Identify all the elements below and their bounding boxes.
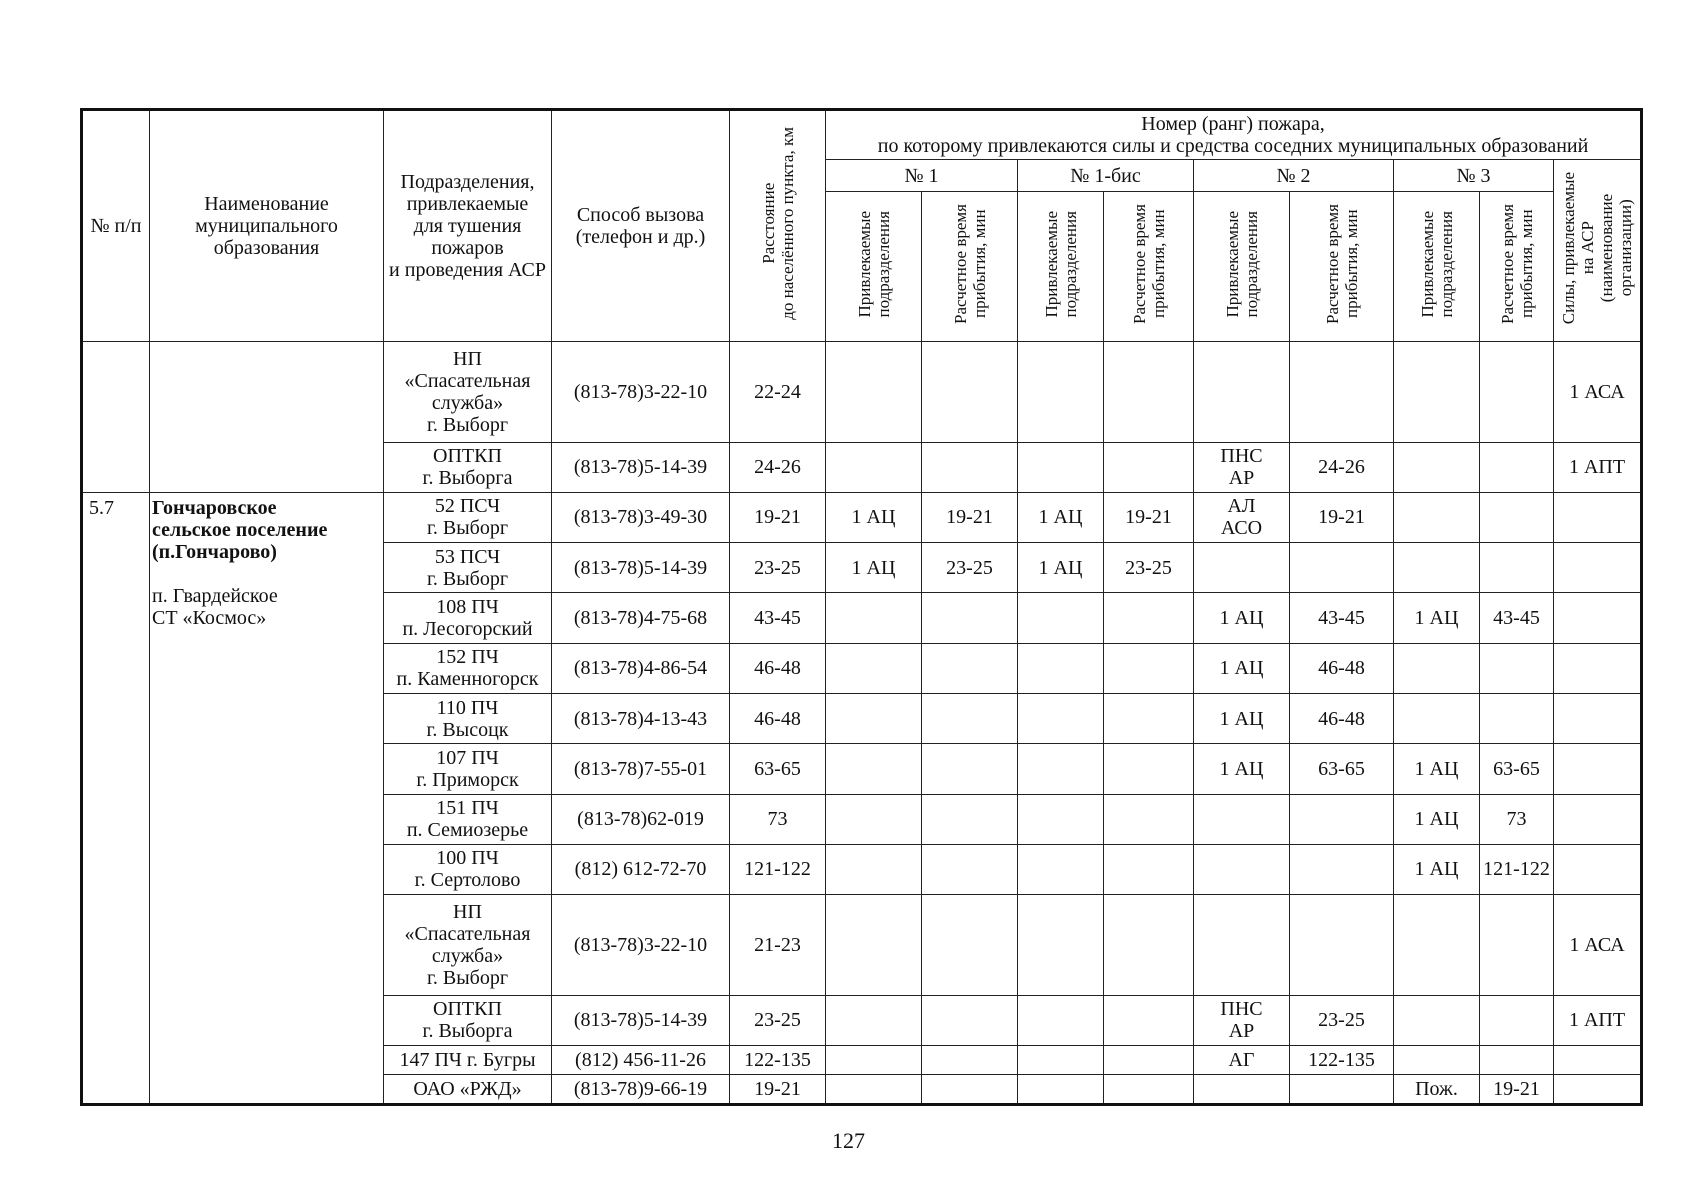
rank-cell-r2u bbox=[1194, 543, 1290, 593]
rank-cell-r1bu bbox=[1018, 895, 1104, 996]
asr-cell bbox=[1554, 1075, 1642, 1105]
subheader-rank-1bis-units: Привлекаемые подразделения bbox=[1018, 192, 1104, 342]
distance-cell: 73 bbox=[730, 794, 826, 844]
rank-cell-r2t bbox=[1290, 342, 1394, 443]
rank-cell-r1u bbox=[826, 643, 922, 693]
rank-cell-r2t: 24-26 bbox=[1290, 442, 1394, 492]
rank-cell-r3u bbox=[1394, 895, 1480, 996]
unit-cell: 52 ПСЧ г. Выборг bbox=[384, 492, 552, 542]
rank-cell-r1bt bbox=[1104, 593, 1194, 643]
rank-cell-r3t bbox=[1480, 342, 1554, 443]
rank-cell-r2t bbox=[1290, 794, 1394, 844]
unit-cell: ОАО «РЖД» bbox=[384, 1075, 552, 1105]
rank-cell-r1bu: 1 АЦ bbox=[1018, 543, 1104, 593]
phone-cell: (813-78)4-13-43 bbox=[552, 693, 730, 743]
rank-cell-r1bt bbox=[1104, 895, 1194, 996]
rank-cell-r1u: 1 АЦ bbox=[826, 543, 922, 593]
asr-cell bbox=[1554, 492, 1642, 542]
rank-cell-r1u bbox=[826, 744, 922, 794]
rank-cell-r1u bbox=[826, 1045, 922, 1075]
unit-cell: 108 ПЧ п. Лесогорский bbox=[384, 593, 552, 643]
asr-cell bbox=[1554, 1045, 1642, 1075]
rank-cell-r2u: АЛ АСО bbox=[1194, 492, 1290, 542]
rank-cell-r1u bbox=[826, 794, 922, 844]
rank-cell-r1bt bbox=[1104, 844, 1194, 894]
rank-cell-r1t bbox=[922, 744, 1018, 794]
rank-cell-r3t: 73 bbox=[1480, 794, 1554, 844]
rank-cell-r3t: 43-45 bbox=[1480, 593, 1554, 643]
rank-cell-r2t: 43-45 bbox=[1290, 593, 1394, 643]
distance-cell: 22-24 bbox=[730, 342, 826, 443]
rank-cell-r3u bbox=[1394, 1045, 1480, 1075]
rank-cell-r2t: 63-65 bbox=[1290, 744, 1394, 794]
header-rank-3: № 3 bbox=[1394, 160, 1554, 192]
distance-cell: 23-25 bbox=[730, 995, 826, 1045]
rank-cell-r3t bbox=[1480, 995, 1554, 1045]
table-row bbox=[82, 492, 1642, 542]
rank-cell-r1u bbox=[826, 442, 922, 492]
rank-cell-r3t: 121-122 bbox=[1480, 844, 1554, 894]
header-rank-2: № 2 bbox=[1194, 160, 1394, 192]
rank-cell-r1t: 19-21 bbox=[922, 492, 1018, 542]
unit-cell: НП «Спасательная служба» г. Выборг bbox=[384, 895, 552, 996]
rank-cell-r1bt bbox=[1104, 995, 1194, 1045]
phone-cell: (813-78)5-14-39 bbox=[552, 995, 730, 1045]
rank-cell-r3u bbox=[1394, 693, 1480, 743]
rank-cell-r1u bbox=[826, 693, 922, 743]
rank-cell-r1bt bbox=[1104, 442, 1194, 492]
unit-cell: 107 ПЧ г. Приморск bbox=[384, 744, 552, 794]
header-num: № п/п bbox=[82, 110, 150, 342]
rank-cell-r3u: 1 АЦ bbox=[1394, 794, 1480, 844]
rank-cell-r1bu bbox=[1018, 643, 1104, 693]
rank-cell-r3u: 1 АЦ bbox=[1394, 744, 1480, 794]
distance-cell: 121-122 bbox=[730, 844, 826, 894]
rank-cell-r3t bbox=[1480, 1045, 1554, 1075]
rank-cell-r1bt bbox=[1104, 1045, 1194, 1075]
distance-cell: 21-23 bbox=[730, 895, 826, 996]
rank-cell-r3u bbox=[1394, 643, 1480, 693]
asr-cell bbox=[1554, 593, 1642, 643]
rank-cell-r1u bbox=[826, 995, 922, 1045]
phone-cell: (813-78)7-55-01 bbox=[552, 744, 730, 794]
rank-cell-r1bu bbox=[1018, 1075, 1104, 1105]
phone-cell: (813-78)3-49-30 bbox=[552, 492, 730, 542]
distance-cell: 23-25 bbox=[730, 543, 826, 593]
rank-cell-r1bt bbox=[1104, 342, 1194, 443]
subheader-rank-3-time: Расчетное время прибытия, мин bbox=[1480, 192, 1554, 342]
rank-cell-r1bt: 19-21 bbox=[1104, 492, 1194, 542]
asr-cell: 1 АПТ bbox=[1554, 995, 1642, 1045]
unit-cell: 100 ПЧ г. Сертолово bbox=[384, 844, 552, 894]
phone-cell: (812) 456-11-26 bbox=[552, 1045, 730, 1075]
subheader-rank-2-units: Привлекаемые подразделения bbox=[1194, 192, 1290, 342]
phone-cell: (812) 612-72-70 bbox=[552, 844, 730, 894]
settlement-line: п. Гвардейское bbox=[152, 584, 278, 607]
asr-cell bbox=[1554, 693, 1642, 743]
distance-cell: 122-135 bbox=[730, 1045, 826, 1075]
rank-cell-r1t bbox=[922, 1075, 1018, 1105]
unit-cell: ОПТКП г. Выборга bbox=[384, 995, 552, 1045]
rank-cell-r2u: 1 АЦ bbox=[1194, 693, 1290, 743]
subheader-rank-1-time: Расчетное время прибытия, мин bbox=[922, 192, 1018, 342]
rank-cell-r1t bbox=[922, 895, 1018, 996]
rank-cell-r2u: ПНС АР bbox=[1194, 995, 1290, 1045]
rank-cell-r2t: 46-48 bbox=[1290, 643, 1394, 693]
rank-cell-r2u: 1 АЦ bbox=[1194, 643, 1290, 693]
subheader-rank-1bis-time: Расчетное время прибытия, мин bbox=[1104, 192, 1194, 342]
rank-cell-r2u bbox=[1194, 895, 1290, 996]
rank-cell-r3t bbox=[1480, 492, 1554, 542]
phone-cell: (813-78)4-75-68 bbox=[552, 593, 730, 643]
asr-cell bbox=[1554, 744, 1642, 794]
unit-cell: 53 ПСЧ г. Выборг bbox=[384, 543, 552, 593]
header-asr: Силы, привлекаемые на АСР (наименование организации) bbox=[1554, 160, 1642, 342]
asr-cell bbox=[1554, 543, 1642, 593]
rank-cell-r3t bbox=[1480, 442, 1554, 492]
rank-cell-r1t: 23-25 bbox=[922, 543, 1018, 593]
unit-cell: НП «Спасательная служба» г. Выборг bbox=[384, 342, 552, 443]
table-row bbox=[82, 342, 1642, 443]
rank-cell-r3t: 63-65 bbox=[1480, 744, 1554, 794]
rank-cell-r1t bbox=[922, 995, 1018, 1045]
rank-cell-r3u bbox=[1394, 442, 1480, 492]
num-cell-prev bbox=[82, 342, 150, 493]
phone-cell: (813-78)3-22-10 bbox=[552, 342, 730, 443]
municipality-name bbox=[150, 492, 384, 1104]
rank-cell-r1t bbox=[922, 1045, 1018, 1075]
unit-cell: 152 ПЧ п. Каменногорск bbox=[384, 643, 552, 693]
distance-cell: 46-48 bbox=[730, 693, 826, 743]
rank-cell-r2t: 19-21 bbox=[1290, 492, 1394, 542]
header-distance: Расстояние до населённого пункта, км bbox=[730, 110, 826, 342]
asr-cell bbox=[1554, 844, 1642, 894]
rank-cell-r3u: Пож. bbox=[1394, 1075, 1480, 1105]
rank-cell-r2u: 1 АЦ bbox=[1194, 744, 1290, 794]
settlement-line: СТ «Космос» bbox=[152, 606, 267, 629]
rank-cell-r2u bbox=[1194, 342, 1290, 443]
phone-cell: (813-78)62-019 bbox=[552, 794, 730, 844]
fire-forces-table bbox=[80, 108, 1643, 1106]
unit-cell: ОПТКП г. Выборга bbox=[384, 442, 552, 492]
distance-cell: 24-26 bbox=[730, 442, 826, 492]
rank-cell-r1u bbox=[826, 593, 922, 643]
asr-cell bbox=[1554, 643, 1642, 693]
distance-cell: 43-45 bbox=[730, 593, 826, 643]
page-number: 127 bbox=[832, 1128, 865, 1153]
rank-cell-r3u bbox=[1394, 342, 1480, 443]
distance-cell: 46-48 bbox=[730, 643, 826, 693]
header-municipality: Наименование муниципального образования bbox=[150, 110, 384, 342]
header-rank-title: Номер (ранг) пожара, по которому привлекаются силы и средства соседних муниципальных образований bbox=[826, 110, 1642, 160]
subheader-rank-1-units: Привлекаемые подразделения bbox=[826, 192, 922, 342]
rank-cell-r1bu bbox=[1018, 995, 1104, 1045]
header-rank-1: № 1 bbox=[826, 160, 1018, 192]
rank-cell-r1bu bbox=[1018, 693, 1104, 743]
rank-cell-r1u bbox=[826, 844, 922, 894]
rank-cell-r2u bbox=[1194, 794, 1290, 844]
municipality-title-line: (п.Гончарово) bbox=[152, 540, 277, 563]
rank-cell-r1bt bbox=[1104, 744, 1194, 794]
asr-cell: 1 АСА bbox=[1554, 895, 1642, 996]
rank-cell-r2u bbox=[1194, 844, 1290, 894]
phone-cell: (813-78)3-22-10 bbox=[552, 895, 730, 996]
section-number: 5.7 bbox=[82, 492, 150, 1104]
rank-cell-r3u: 1 АЦ bbox=[1394, 844, 1480, 894]
rank-cell-r1bu bbox=[1018, 1045, 1104, 1075]
asr-cell bbox=[1554, 794, 1642, 844]
rank-cell-r3t bbox=[1480, 895, 1554, 996]
rank-cell-r2u: ПНС АР bbox=[1194, 442, 1290, 492]
muni-cell-prev bbox=[150, 342, 384, 493]
rank-cell-r2t bbox=[1290, 543, 1394, 593]
rank-cell-r1bu bbox=[1018, 442, 1104, 492]
rank-cell-r1bu bbox=[1018, 593, 1104, 643]
distance-cell: 19-21 bbox=[730, 1075, 826, 1105]
rank-cell-r1t bbox=[922, 693, 1018, 743]
rank-cell-r3t: 19-21 bbox=[1480, 1075, 1554, 1105]
rank-cell-r3u bbox=[1394, 492, 1480, 542]
rank-cell-r1bt bbox=[1104, 643, 1194, 693]
rank-cell-r1u bbox=[826, 342, 922, 443]
phone-cell: (813-78)4-86-54 bbox=[552, 643, 730, 693]
rank-cell-r1t bbox=[922, 794, 1018, 844]
rank-cell-r1u: 1 АЦ bbox=[826, 492, 922, 542]
header-units: Подразделения, привлекаемые для тушения пожаров и проведения АСР bbox=[384, 110, 552, 342]
unit-cell: 151 ПЧ п. Семиозерье bbox=[384, 794, 552, 844]
municipality-title-line: сельское поселение bbox=[152, 518, 328, 541]
rank-cell-r3u bbox=[1394, 543, 1480, 593]
phone-cell: (813-78)5-14-39 bbox=[552, 442, 730, 492]
header-call-method: Способ вызова (телефон и др.) bbox=[552, 110, 730, 342]
rank-cell-r1bt: 23-25 bbox=[1104, 543, 1194, 593]
municipality-title-line: Гончаровское bbox=[152, 496, 277, 519]
rank-cell-r2u: 1 АЦ bbox=[1194, 593, 1290, 643]
rank-cell-r1u bbox=[826, 895, 922, 996]
rank-cell-r1t bbox=[922, 442, 1018, 492]
rank-cell-r1bu: 1 АЦ bbox=[1018, 492, 1104, 542]
asr-cell: 1 АПТ bbox=[1554, 442, 1642, 492]
rank-cell-r3u: 1 АЦ bbox=[1394, 593, 1480, 643]
rank-cell-r1bu bbox=[1018, 844, 1104, 894]
rank-cell-r3u bbox=[1394, 995, 1480, 1045]
rank-cell-r2t: 122-135 bbox=[1290, 1045, 1394, 1075]
rank-cell-r2t bbox=[1290, 895, 1394, 996]
distance-cell: 19-21 bbox=[730, 492, 826, 542]
rank-cell-r1bt bbox=[1104, 1075, 1194, 1105]
rank-cell-r1bu bbox=[1018, 744, 1104, 794]
distance-cell: 63-65 bbox=[730, 744, 826, 794]
rank-cell-r2t bbox=[1290, 1075, 1394, 1105]
unit-cell: 110 ПЧ г. Высоцк bbox=[384, 693, 552, 743]
asr-cell: 1 АСА bbox=[1554, 342, 1642, 443]
unit-cell: 147 ПЧ г. Бугры bbox=[384, 1045, 552, 1075]
phone-cell: (813-78)9-66-19 bbox=[552, 1075, 730, 1105]
rank-cell-r1t bbox=[922, 342, 1018, 443]
header-rank-1bis: № 1-бис bbox=[1018, 160, 1194, 192]
rank-cell-r3t bbox=[1480, 543, 1554, 593]
rank-cell-r2u: АГ bbox=[1194, 1045, 1290, 1075]
rank-cell-r1t bbox=[922, 844, 1018, 894]
subheader-rank-3-units: Привлекаемые подразделения bbox=[1394, 192, 1480, 342]
rank-cell-r3t bbox=[1480, 643, 1554, 693]
phone-cell: (813-78)5-14-39 bbox=[552, 543, 730, 593]
rank-cell-r1t bbox=[922, 643, 1018, 693]
rank-cell-r2t bbox=[1290, 844, 1394, 894]
rank-cell-r2t: 23-25 bbox=[1290, 995, 1394, 1045]
rank-cell-r1bt bbox=[1104, 794, 1194, 844]
rank-cell-r3t bbox=[1480, 693, 1554, 743]
subheader-rank-2-time: Расчетное время прибытия, мин bbox=[1290, 192, 1394, 342]
rank-cell-r1bu bbox=[1018, 342, 1104, 443]
rank-cell-r1u bbox=[826, 1075, 922, 1105]
rank-cell-r1t bbox=[922, 593, 1018, 643]
rank-cell-r1bt bbox=[1104, 693, 1194, 743]
rank-cell-r1bu bbox=[1018, 794, 1104, 844]
rank-cell-r2t: 46-48 bbox=[1290, 693, 1394, 743]
rank-cell-r2u bbox=[1194, 1075, 1290, 1105]
